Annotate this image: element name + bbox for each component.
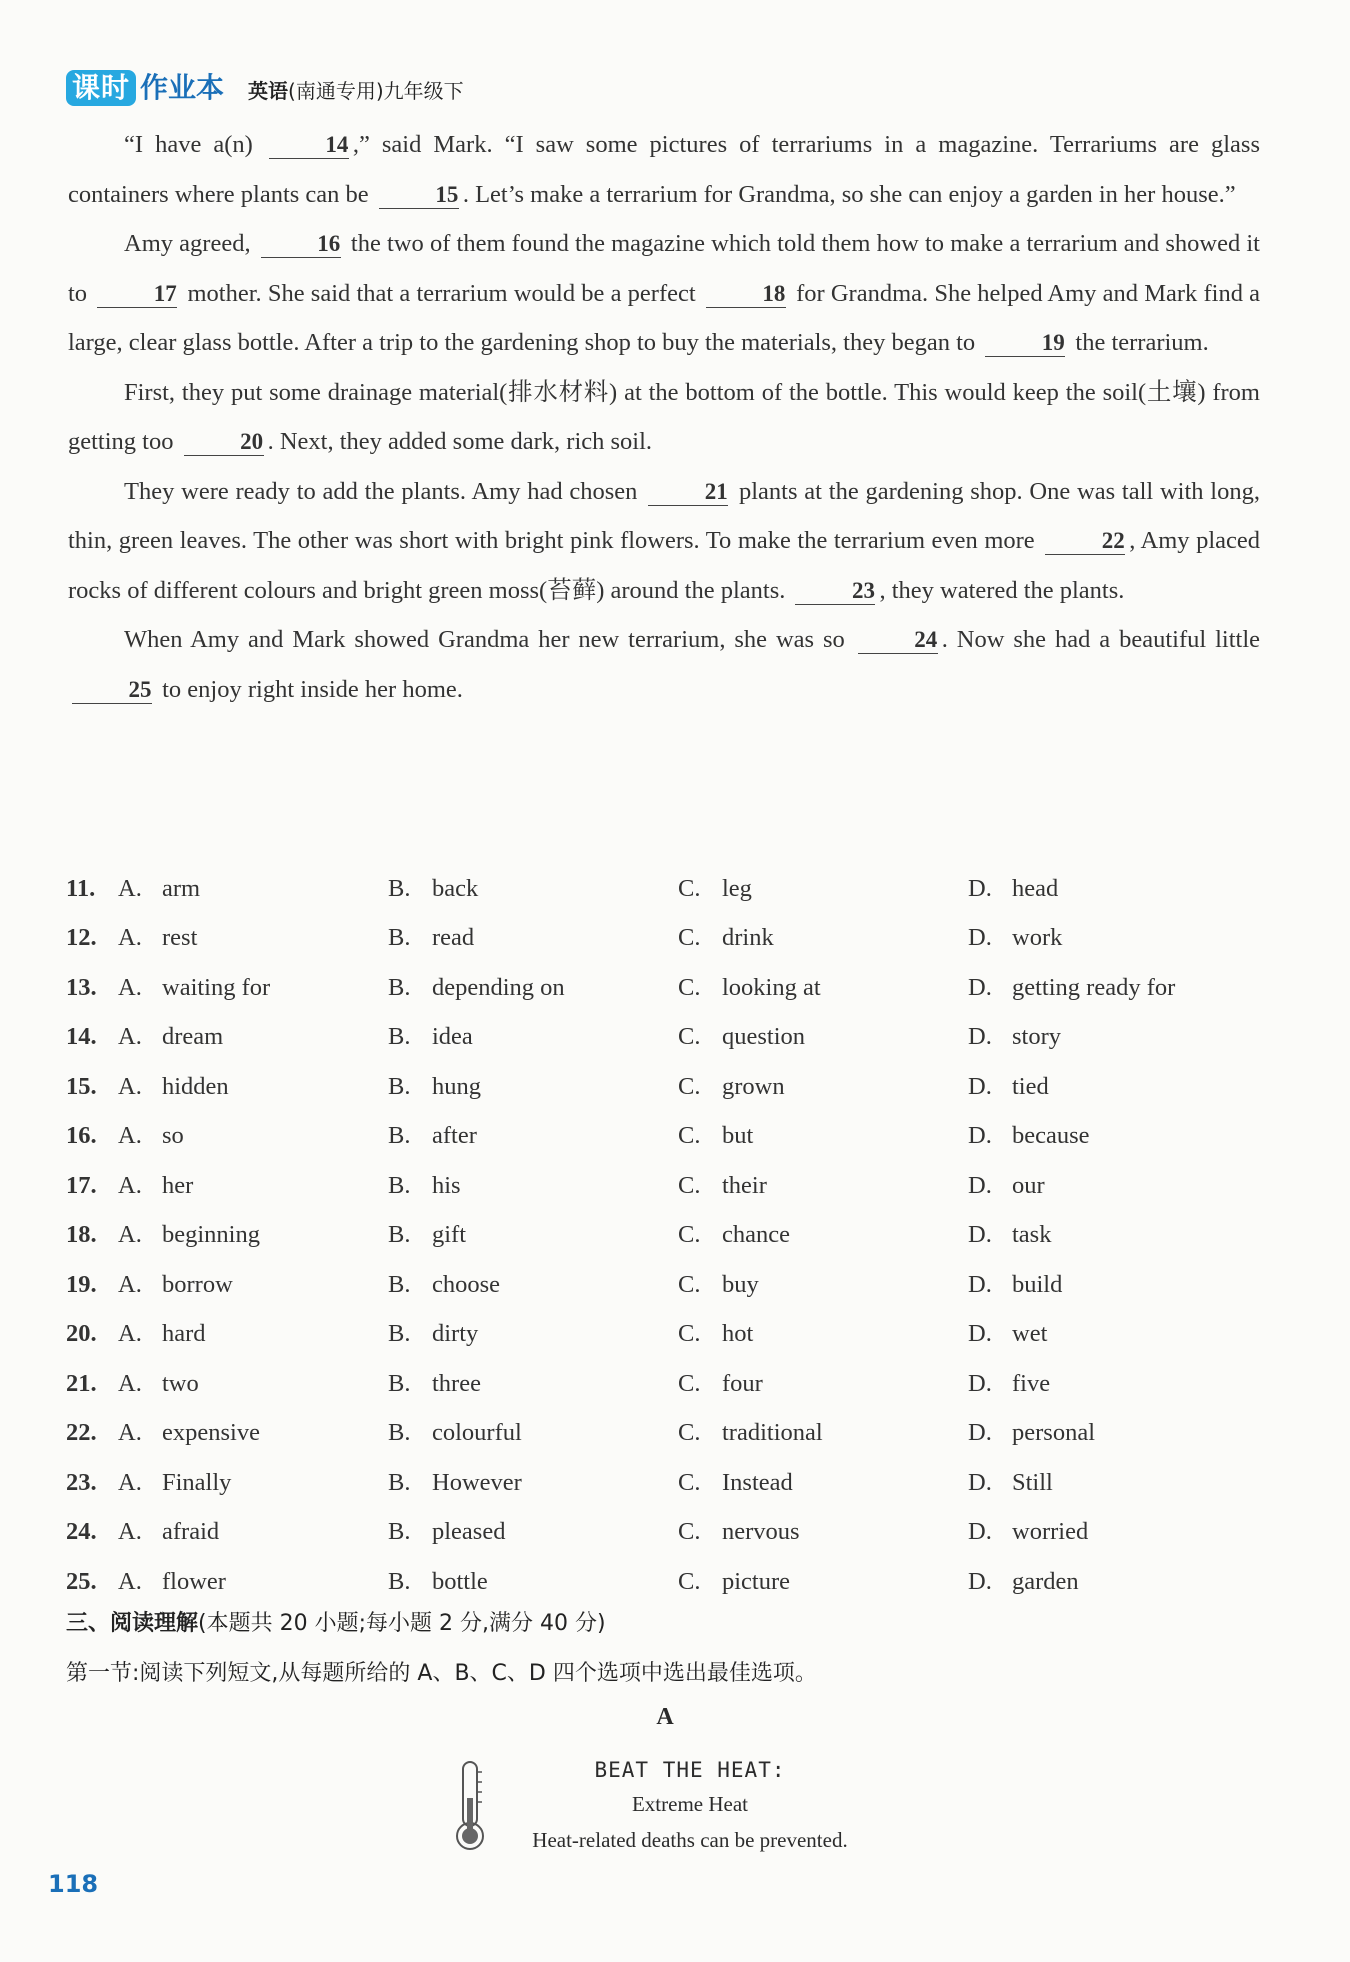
option-text: worried: [1012, 1518, 1089, 1546]
blank-19: 19: [985, 330, 1065, 357]
answer-options: [66, 864, 1266, 1607]
option-text: but: [722, 1122, 754, 1150]
option-letter: D.: [968, 1369, 992, 1397]
option-letter: D.: [968, 1567, 992, 1595]
option-text: our: [1012, 1171, 1045, 1199]
option-text: depending on: [432, 973, 565, 1001]
option-text: task: [1012, 1221, 1052, 1249]
option-row: [66, 1112, 1266, 1162]
option-letter: C.: [678, 1221, 701, 1249]
option-d: [968, 1023, 1258, 1051]
option-text: However: [432, 1468, 522, 1496]
option-row: [66, 1013, 1266, 1063]
option-letter: A.: [118, 1369, 142, 1397]
logo: [66, 70, 224, 106]
option-b: [388, 1518, 678, 1546]
option-b: [388, 1370, 678, 1398]
option-d: [968, 1568, 1258, 1596]
option-d: [968, 1221, 1258, 1249]
option-a: [118, 1518, 388, 1546]
option-letter: A.: [118, 874, 142, 902]
option-text: dirty: [432, 1320, 479, 1348]
option-row: [66, 1260, 1266, 1310]
option-text: beginning: [162, 1221, 260, 1249]
option-letter: A.: [118, 1419, 142, 1447]
option-b: [388, 924, 678, 952]
option-letter: B.: [388, 1419, 411, 1447]
option-c: [678, 974, 968, 1002]
text: . Next, they added some dark, rich soil.: [267, 428, 653, 455]
question-number: 24.: [66, 1518, 97, 1546]
option-a: [118, 1370, 388, 1398]
option-d: [968, 1271, 1258, 1299]
option-letter: A.: [118, 1023, 142, 1051]
option-row: [66, 1359, 1266, 1409]
option-row: [66, 1062, 1266, 1112]
option-d: [968, 875, 1258, 903]
option-text: gift: [432, 1221, 467, 1249]
option-letter: A.: [118, 1122, 142, 1150]
option-row: [66, 1458, 1266, 1508]
option-letter: D.: [968, 1518, 992, 1546]
text: ,” said Mark. “I saw some pictures of terrariums in a magazine. Terrariums are glass containers where plants can be: [68, 131, 1260, 208]
option-letter: D.: [968, 874, 992, 902]
option-c: [678, 1469, 968, 1497]
option-text: their: [722, 1171, 767, 1199]
option-letter: D.: [968, 1122, 992, 1150]
option-letter: C.: [678, 1122, 701, 1150]
option-a: [118, 875, 388, 903]
option-a: [118, 1419, 388, 1447]
option-d: [968, 924, 1258, 952]
text: to enjoy right inside her home.: [162, 675, 463, 703]
option-letter: C.: [678, 874, 701, 902]
option-c: [678, 1568, 968, 1596]
option-letter: C.: [678, 1369, 701, 1397]
option-a: [118, 1073, 388, 1101]
text: They were ready to add the plants. Amy had chosen: [124, 477, 638, 505]
option-text: rest: [162, 924, 198, 952]
option-text: after: [432, 1122, 477, 1150]
option-letter: B.: [388, 1518, 411, 1546]
option-row: [66, 1161, 1266, 1211]
option-text: waiting for: [162, 973, 271, 1001]
option-text: head: [1012, 874, 1059, 902]
text: , they watered the plants.: [879, 576, 1125, 604]
option-text: because: [1012, 1122, 1090, 1150]
option-text: hidden: [162, 1072, 229, 1100]
option-text: wet: [1012, 1320, 1048, 1348]
thermometer-icon: [450, 1758, 490, 1854]
option-text: Finally: [162, 1468, 232, 1496]
option-text: Instead: [722, 1468, 793, 1496]
option-letter: B.: [388, 1369, 411, 1397]
option-letter: D.: [968, 1221, 992, 1249]
option-a: [118, 1469, 388, 1497]
option-letter: A.: [118, 924, 142, 952]
option-text: grown: [722, 1072, 785, 1100]
question-number: 16.: [66, 1122, 97, 1150]
text: . Now she had a beautiful little: [941, 626, 1260, 653]
option-d: [968, 974, 1258, 1002]
option-text: Still: [1012, 1468, 1053, 1496]
option-text: build: [1012, 1270, 1063, 1298]
edition: (南通专用)九年级下: [288, 79, 464, 103]
option-b: [388, 875, 678, 903]
option-text: choose: [432, 1270, 501, 1298]
option-d: [968, 1370, 1258, 1398]
option-letter: D.: [968, 1171, 992, 1199]
blank-21: 21: [648, 479, 728, 506]
option-a: [118, 924, 388, 952]
option-letter: A.: [118, 1567, 142, 1595]
option-text: colourful: [432, 1419, 522, 1447]
question-number: 22.: [66, 1419, 97, 1447]
blank-14: 14: [269, 132, 349, 159]
blank-24: 24: [858, 627, 938, 654]
option-row: [66, 1557, 1266, 1607]
option-b: [388, 1221, 678, 1249]
option-text: read: [432, 924, 475, 952]
option-text: back: [432, 874, 479, 902]
blank-16: 16: [261, 231, 341, 258]
option-text: his: [432, 1171, 461, 1199]
option-text: hot: [722, 1320, 754, 1348]
option-a: [118, 974, 388, 1002]
option-text: story: [1012, 1023, 1061, 1051]
question-number: 18.: [66, 1221, 97, 1249]
option-c: [678, 1221, 968, 1249]
text: mother. She said that a terrarium would be a perfect: [187, 279, 696, 307]
option-letter: A.: [118, 1171, 142, 1199]
option-c: [678, 1073, 968, 1101]
section-instructions: 第一节:阅读下列短文,从每题所给的 A、B、C、D 四个选项中选出最佳选项。: [66, 1661, 817, 1686]
option-a: [118, 1271, 388, 1299]
poster-title: BEAT THE HEAT:: [594, 1758, 786, 1782]
blank-23: 23: [795, 578, 875, 605]
option-letter: D.: [968, 1468, 992, 1496]
option-letter: A.: [118, 1221, 142, 1249]
paragraph-3: [68, 368, 1260, 467]
option-b: [388, 1271, 678, 1299]
option-letter: C.: [678, 1468, 701, 1496]
option-letter: B.: [388, 1320, 411, 1348]
option-c: [678, 875, 968, 903]
option-c: [678, 1172, 968, 1200]
option-row: [66, 1508, 1266, 1558]
option-c: [678, 1419, 968, 1447]
option-d: [968, 1469, 1258, 1497]
option-row: [66, 1310, 1266, 1360]
option-text: expensive: [162, 1419, 260, 1447]
option-a: [118, 1568, 388, 1596]
text: Amy agreed,: [124, 230, 251, 257]
option-text: arm: [162, 874, 201, 902]
option-text: leg: [722, 874, 752, 902]
option-letter: D.: [968, 1419, 992, 1447]
option-d: [968, 1320, 1258, 1348]
option-letter: B.: [388, 1270, 411, 1298]
option-text: afraid: [162, 1518, 220, 1546]
option-letter: C.: [678, 1171, 701, 1199]
option-text: so: [162, 1122, 184, 1150]
option-text: nervous: [722, 1518, 800, 1546]
option-letter: B.: [388, 1072, 411, 1100]
option-letter: B.: [388, 1567, 411, 1595]
cloze-passage: [68, 120, 1260, 714]
option-letter: B.: [388, 1122, 411, 1150]
option-c: [678, 1122, 968, 1150]
option-letter: B.: [388, 924, 411, 952]
option-letter: D.: [968, 1270, 992, 1298]
question-number: 19.: [66, 1270, 97, 1298]
option-b: [388, 1320, 678, 1348]
option-text: work: [1012, 924, 1063, 952]
option-b: [388, 1073, 678, 1101]
option-text: pleased: [432, 1518, 506, 1546]
option-row: [66, 1211, 1266, 1261]
option-row: [66, 1409, 1266, 1459]
text: plants at the gardening shop. One was tall with long, thin, green leaves. The other was short with bright pink flowers. To make the terrarium even more: [68, 477, 1260, 554]
question-number: 11.: [66, 874, 96, 902]
option-text: question: [722, 1023, 806, 1051]
header-subtitle: [248, 76, 464, 106]
option-letter: B.: [388, 1023, 411, 1051]
section-scoring: (本题共 20 小题;每小题 2 分,满分 40 分): [198, 1611, 606, 1636]
option-letter: C.: [678, 1320, 701, 1348]
option-letter: B.: [388, 1468, 411, 1496]
option-a: [118, 1320, 388, 1348]
text: the terrarium.: [1075, 329, 1209, 356]
logo-text: 作业本: [140, 71, 225, 104]
option-letter: D.: [968, 1320, 992, 1348]
option-d: [968, 1172, 1258, 1200]
option-letter: A.: [118, 1270, 142, 1298]
option-letter: B.: [388, 874, 411, 902]
page-header: [66, 70, 464, 106]
paragraph-4: [68, 467, 1260, 616]
option-text: three: [432, 1369, 481, 1397]
option-text: four: [722, 1369, 763, 1397]
option-letter: A.: [118, 1320, 142, 1348]
question-number: 23.: [66, 1468, 97, 1496]
option-a: [118, 1122, 388, 1150]
option-letter: C.: [678, 1567, 701, 1595]
option-text: hung: [432, 1072, 481, 1100]
question-number: 20.: [66, 1320, 97, 1348]
option-letter: C.: [678, 1072, 701, 1100]
option-text: five: [1012, 1369, 1051, 1397]
option-row: [66, 864, 1266, 914]
option-text: picture: [722, 1567, 791, 1595]
option-a: [118, 1221, 388, 1249]
option-text: buy: [722, 1270, 759, 1298]
option-text: dream: [162, 1023, 224, 1051]
option-letter: D.: [968, 973, 992, 1001]
blank-25: 25: [72, 677, 152, 704]
option-letter: A.: [118, 973, 142, 1001]
option-letter: C.: [678, 924, 701, 952]
question-number: 13.: [66, 973, 97, 1001]
text: When Amy and Mark showed Grandma her new terrarium, she was so: [124, 626, 845, 653]
option-c: [678, 1023, 968, 1051]
section-title: [66, 1606, 606, 1637]
question-number: 12.: [66, 924, 97, 952]
option-letter: D.: [968, 1072, 992, 1100]
part-label: A: [656, 1704, 674, 1730]
option-text: drink: [722, 924, 774, 952]
option-text: idea: [432, 1023, 473, 1051]
question-number: 17.: [66, 1171, 97, 1199]
option-b: [388, 1419, 678, 1447]
subject: 英语: [248, 79, 289, 103]
option-letter: C.: [678, 1419, 701, 1447]
option-a: [118, 1172, 388, 1200]
question-number: 15.: [66, 1072, 97, 1100]
blank-17: 17: [97, 281, 177, 308]
option-b: [388, 1568, 678, 1596]
option-d: [968, 1073, 1258, 1101]
paragraph-5: [68, 615, 1260, 714]
blank-15: 15: [379, 182, 459, 209]
option-text: borrow: [162, 1270, 233, 1298]
text: the two of them found the magazine which told them how to make a terrarium and showed it to: [68, 230, 1260, 307]
option-c: [678, 1320, 968, 1348]
option-letter: A.: [118, 1072, 142, 1100]
option-text: her: [162, 1171, 194, 1199]
option-b: [388, 974, 678, 1002]
option-letter: D.: [968, 1023, 992, 1051]
option-letter: C.: [678, 1023, 701, 1051]
blank-22: 22: [1045, 528, 1125, 555]
logo-highlight: 课时: [66, 70, 136, 106]
option-text: bottle: [432, 1567, 488, 1595]
paragraph-2: [68, 219, 1260, 368]
question-number: 25.: [66, 1567, 97, 1595]
option-letter: B.: [388, 1171, 411, 1199]
text: . Let’s make a terrarium for Grandma, so she can enjoy a garden in her house.”: [462, 180, 1236, 208]
text: , Amy placed rocks of different colours and bright green moss(苔藓) around the plants.: [68, 527, 1261, 604]
section-heading: 三、阅读理解: [66, 1611, 199, 1636]
option-a: [118, 1023, 388, 1051]
option-c: [678, 1370, 968, 1398]
option-b: [388, 1469, 678, 1497]
option-c: [678, 1518, 968, 1546]
option-letter: A.: [118, 1518, 142, 1546]
option-b: [388, 1172, 678, 1200]
option-c: [678, 924, 968, 952]
option-letter: B.: [388, 1221, 411, 1249]
option-letter: A.: [118, 1468, 142, 1496]
paragraph-1: [68, 120, 1260, 219]
option-text: flower: [162, 1567, 226, 1595]
option-letter: C.: [678, 1518, 701, 1546]
option-letter: B.: [388, 973, 411, 1001]
option-row: [66, 914, 1266, 964]
option-text: garden: [1012, 1567, 1079, 1595]
option-letter: C.: [678, 1270, 701, 1298]
option-text: personal: [1012, 1419, 1095, 1447]
option-text: getting ready for: [1012, 973, 1176, 1001]
blank-20: 20: [184, 429, 264, 456]
option-text: chance: [722, 1221, 790, 1249]
poster-line: Heat-related deaths can be prevented.: [532, 1828, 848, 1852]
option-letter: D.: [968, 924, 992, 952]
question-number: 21.: [66, 1369, 97, 1397]
option-text: looking at: [722, 973, 821, 1001]
poster-subtitle: Extreme Heat: [631, 1792, 749, 1816]
option-text: two: [162, 1369, 199, 1397]
option-d: [968, 1518, 1258, 1546]
blank-18: 18: [706, 281, 786, 308]
option-text: traditional: [722, 1419, 823, 1447]
text: for Grandma. She helped Amy and Mark find a large, clear glass bottle. After a trip to the gardening shop to buy the materials, they began to: [68, 279, 1261, 356]
option-d: [968, 1122, 1258, 1150]
option-c: [678, 1271, 968, 1299]
option-letter: C.: [678, 973, 701, 1001]
option-text: hard: [162, 1320, 206, 1348]
page-number: 118: [48, 1870, 99, 1898]
option-row: [66, 963, 1266, 1013]
text: First, they put some drainage material(排水材料) at the bottom of the bottle. This would keep the soil(土壤) from getting too: [68, 378, 1260, 455]
option-b: [388, 1023, 678, 1051]
option-text: tied: [1012, 1072, 1049, 1100]
option-b: [388, 1122, 678, 1150]
question-number: 14.: [66, 1023, 97, 1051]
option-d: [968, 1419, 1258, 1447]
text: “I have a(n): [124, 131, 253, 158]
